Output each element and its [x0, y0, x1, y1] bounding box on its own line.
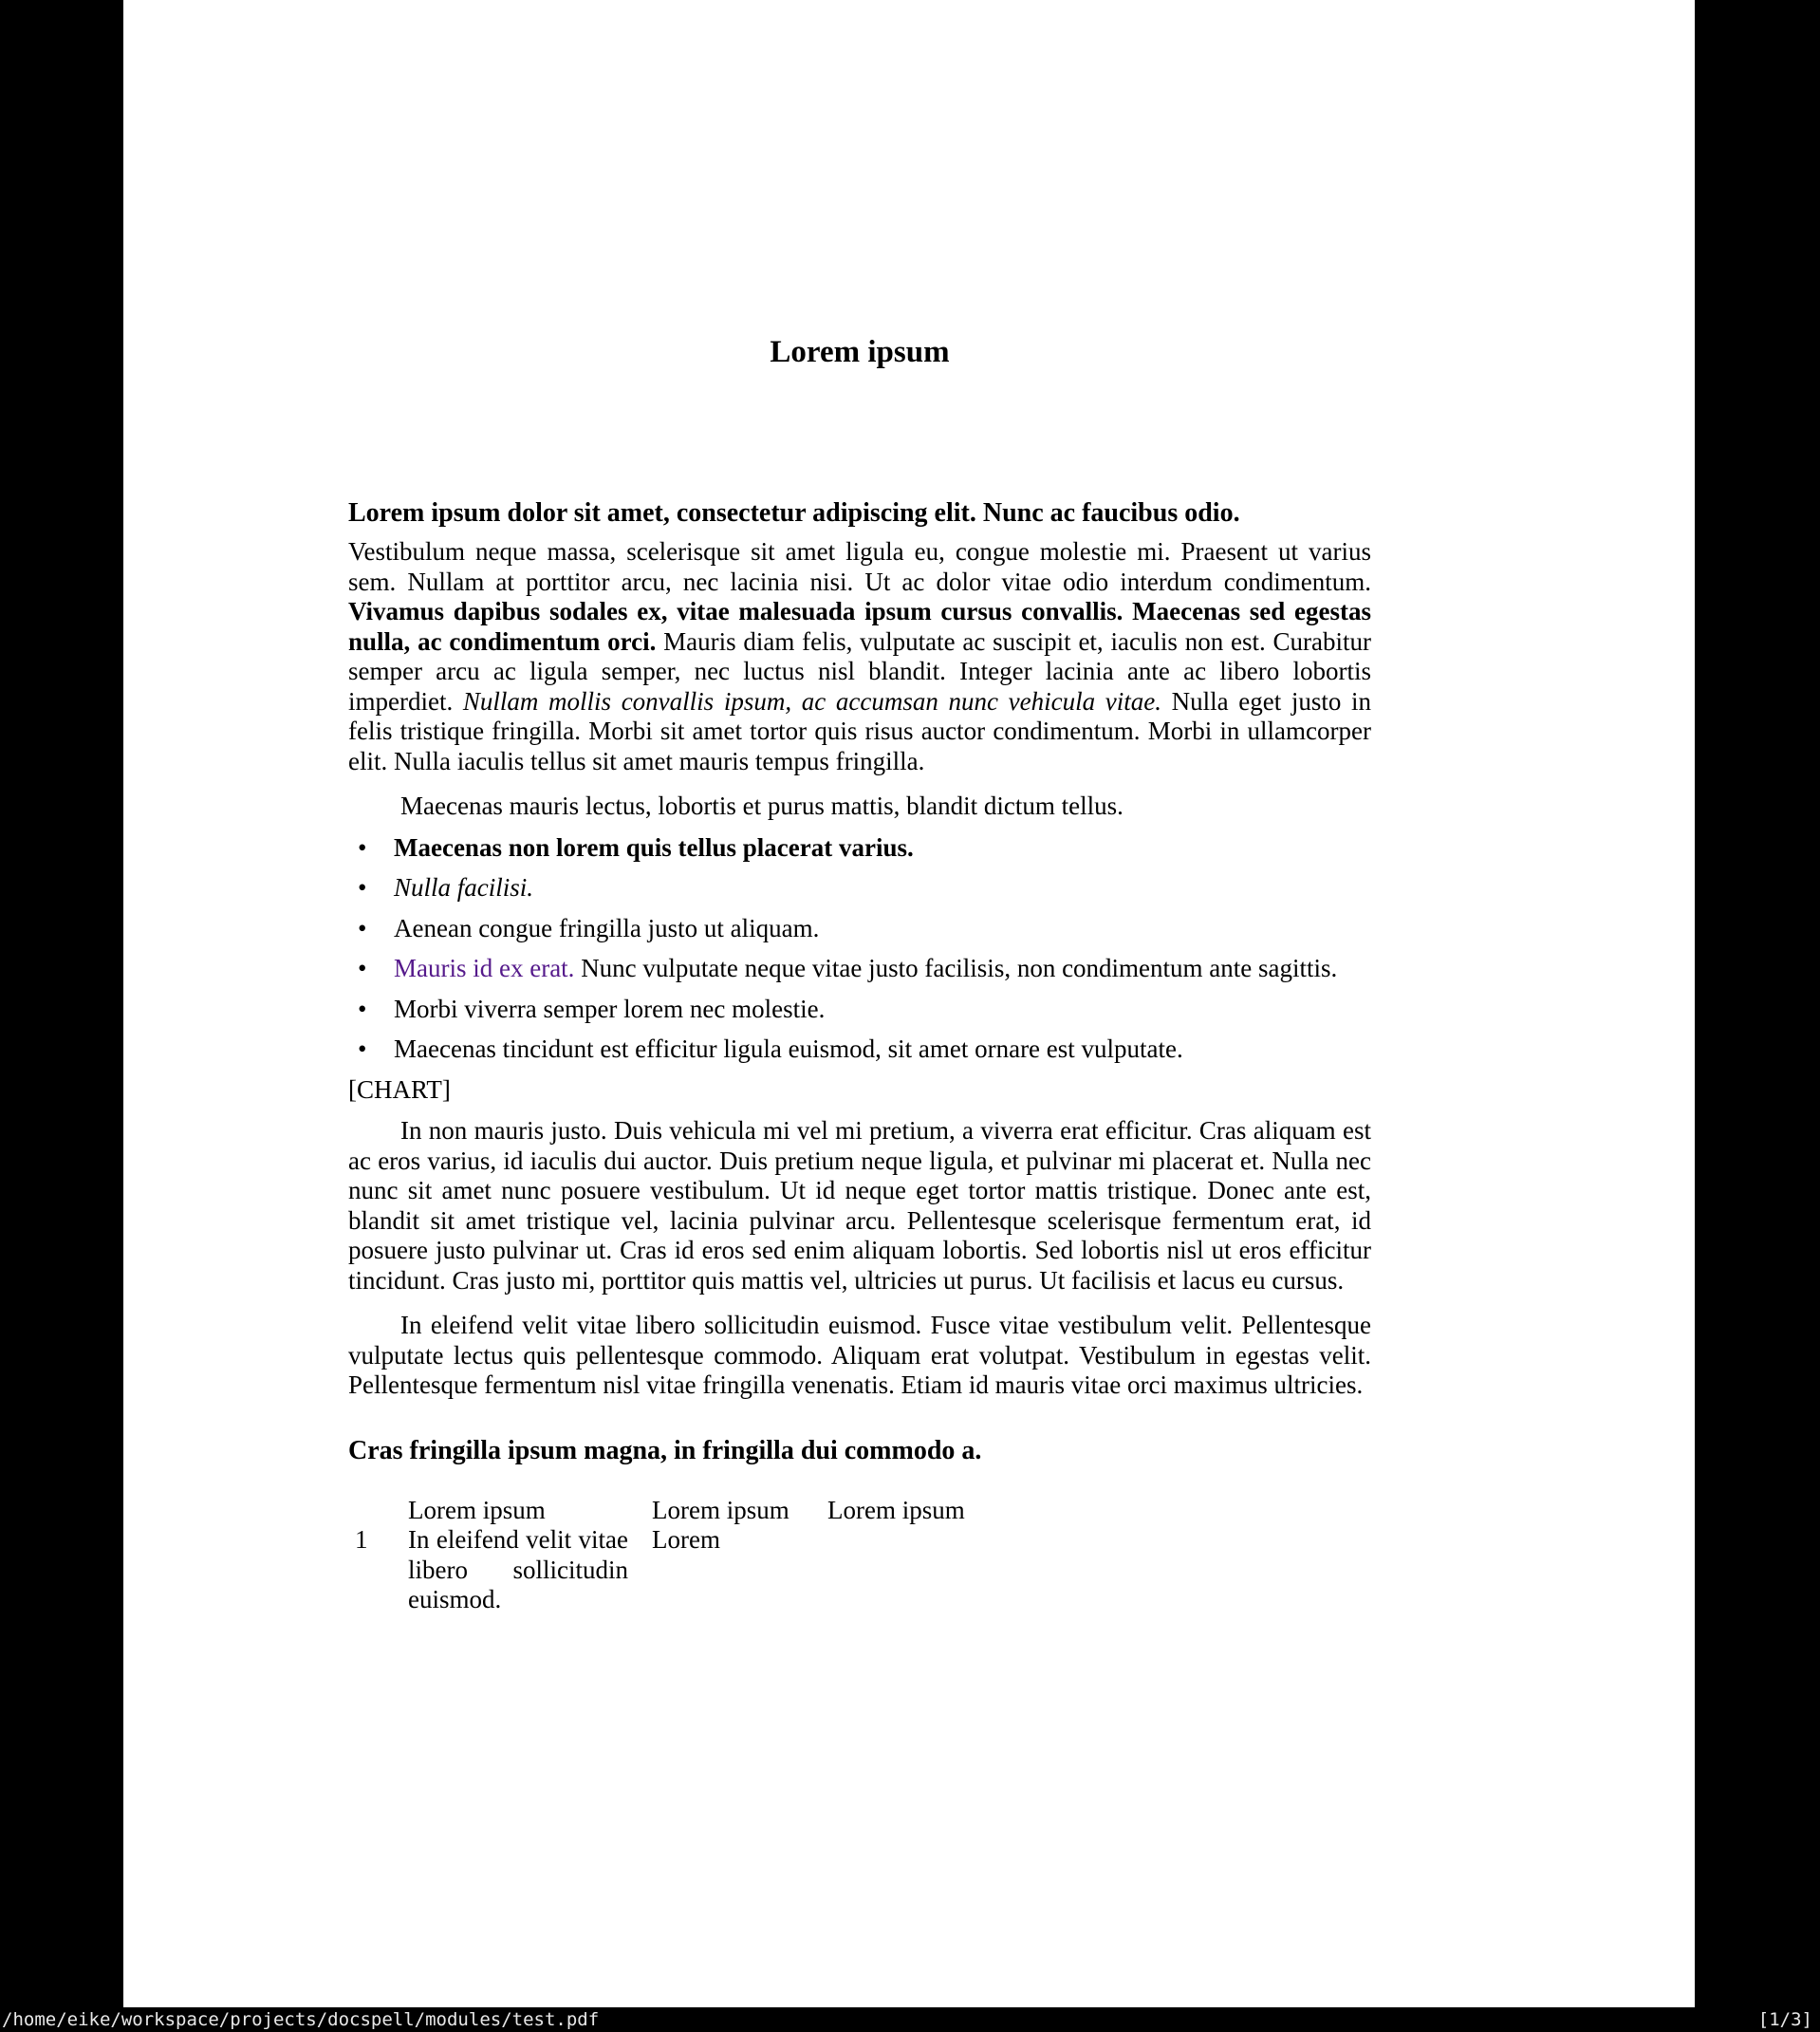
text-run: Nulla eget justo in felis tristique fringilla. Morbi sit amet tortor quis risus auctor condimentum. Morbi in ullamcorper elit. Nulla iaculis tellus sit amet mauris tempus fringilla.	[348, 686, 1372, 775]
list-item-text	[394, 995, 825, 1023]
bullet-icon: •	[358, 913, 367, 942]
text-run: Nulla facilisi.	[394, 873, 534, 902]
text-run: Maecenas non lorem quis tellus placerat varius.	[394, 832, 914, 862]
bullet-icon: •	[358, 832, 367, 862]
list-item	[358, 994, 1371, 1025]
paragraph-3: In eleifend velit vitae libero sollicitudin euismod. Fusce vitae vestibulum velit. Pellentesque vulputate lectus quis pellentesque commodo. Aliquam erat volutpat. Vestibulum in egestas velit. Pellentesque fermentum nisl vitae fringilla venenatis. Etiam id mauris vitae orci maximus ultricies.	[348, 1311, 1371, 1399]
table-row-number: 1	[355, 1525, 368, 1554]
pdf-page[interactable]	[123, 0, 1695, 2007]
table-cell: Lorem	[652, 1525, 720, 1554]
list-item	[358, 1035, 1371, 1065]
list-item-text	[394, 914, 819, 942]
paragraph-2: In non mauris justo. Duis vehicula mi vel mi pretium, a viverra erat efficitur. Cras aliquam est ac eros varius, id iaculis dui auctor. Duis pretium neque ligula, et pulvinar mi placerat et. Nulla nec nunc sit amet nunc posuere vestibulum. Ut id neque eget tortor mattis tristique. Donec ante est, blandit sit amet tristique vel, lacinia pulvinar arcu. Pellentesque scelerisque fermentum erat, id posuere justo pulvinar ut. Cras id eros sed enim aliquam lobortis. Sed lobortis nisl ut eros efficitur tincidunt. Cras justo mi, porttitor quis mattis vel, ultricies ut purus. Ut facilisis et lacus eu cursus.	[348, 1116, 1371, 1295]
bullet-icon: •	[358, 873, 367, 902]
table-row	[355, 1525, 1371, 1615]
table-header-row	[355, 1496, 1371, 1526]
table-header-cell: Lorem ipsum	[408, 1495, 546, 1524]
bullet-list	[348, 833, 1371, 1065]
text-run: Aenean congue fringilla justo ut aliquam.	[394, 913, 820, 942]
table	[355, 1496, 1371, 1615]
document-content	[348, 0, 1371, 1615]
text-run: Mauris diam felis, vulputate ac suscipit et, iaculis non est. Curabitur semper arcu ac ligula semper, nec luctus nisl blandit. Integer lacinia ante ac libero lobortis imperdiet.	[348, 626, 1371, 716]
bullet-icon: •	[358, 1035, 367, 1063]
statusbar-page-indicator: [1/3]	[1757, 2009, 1812, 2030]
list-item-text	[394, 954, 1337, 982]
paragraph-note: Maecenas mauris lectus, lobortis et purus mattis, blandit dictum tellus.	[400, 792, 1124, 820]
text-run: Maecenas tincidunt est efficitur ligula euismod, sit amet ornare est vulputate.	[394, 1035, 1183, 1063]
statusbar	[0, 2007, 1820, 2032]
list-item	[358, 954, 1371, 984]
text-run: Vestibulum neque massa, scelerisque sit amet ligula eu, congue molestie mi. Praesent ut varius sem. Nullam at porttitor arcu, nec lacinia nisi. Ut ac dolor vitae odio interdum condimentum.	[348, 537, 1371, 596]
list-item	[358, 832, 1371, 864]
bullet-icon: •	[358, 954, 367, 982]
section-heading-1: Lorem ipsum dolor sit amet, consectetur adipiscing elit. Nunc ac faucibus odio.	[348, 498, 1240, 528]
list-item-text	[394, 833, 914, 862]
table-header-cell: Lorem ipsum	[652, 1495, 789, 1524]
list-item	[358, 873, 1371, 904]
document-title: Lorem ipsum	[770, 335, 950, 369]
list-item-text	[394, 873, 533, 902]
table-header-cell: Lorem ipsum	[827, 1495, 965, 1524]
bullet-icon: •	[358, 994, 367, 1023]
section-heading-2: Cras fringilla ipsum magna, in fringilla dui commodo a.	[348, 1435, 982, 1465]
table-cell: In eleifend velit vitae libero sollicitudin euismod.	[408, 1525, 628, 1613]
chart-placeholder: [CHART]	[348, 1074, 451, 1104]
list-item-text	[394, 1035, 1183, 1063]
text-run: Nunc vulputate neque vitae justo facilisis, non condimentum ante sagittis.	[574, 954, 1338, 982]
statusbar-file-path: /home/eike/workspace/projects/docspell/modules/test.pdf	[2, 2009, 600, 2030]
text-run: Vivamus dapibus sodales ex, vitae malesuada ipsum cursus convallis. Maecenas sed egestas nulla, ac condimentum orci.	[348, 597, 1371, 656]
text-run: Morbi viverra semper lorem nec molestie.	[394, 994, 826, 1023]
paragraph-1	[348, 537, 1371, 776]
list-item	[358, 913, 1371, 944]
text-run: Nullam mollis convallis ipsum, ac accumsan nunc vehicula vitae.	[462, 686, 1172, 716]
pdf-link[interactable]: Mauris id ex erat.	[394, 954, 575, 982]
